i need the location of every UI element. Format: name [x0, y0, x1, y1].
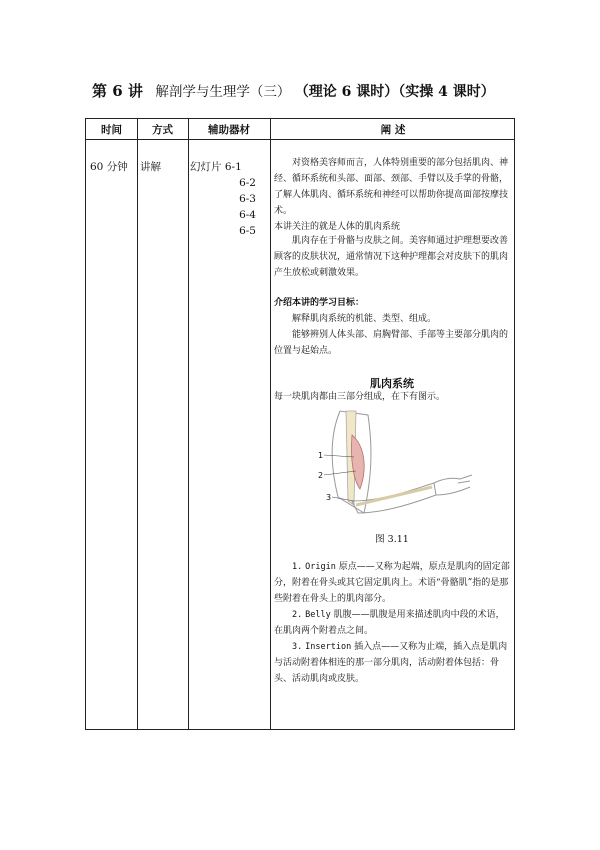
lecture-hours: （理论 6 课时）（实操 4 课时） [294, 84, 495, 100]
slides-list [190, 159, 260, 239]
column-divider [137, 119, 138, 729]
column-divider [270, 119, 271, 729]
slide-item: 6-3 [239, 193, 256, 205]
arm-muscle-figure [324, 405, 474, 525]
item-insertion: 3. Insertion 插入点——又称为止端，插入点是肌肉与活动附着体相连的那一部分肌肉，活动附着体包括：骨头、活动肌肉或皮肤。 [274, 642, 508, 684]
figure-intro: 每一块肌肉都由三部分组成，在下有图示。 [274, 392, 446, 402]
time-value: 60 分钟 [90, 161, 128, 173]
column-divider [188, 119, 189, 729]
header-divider [86, 139, 514, 140]
figure-label-2: 2 [318, 471, 324, 480]
lecture-subject: 解剖学与生理学（三） [155, 84, 291, 100]
slide-item: 幻灯片 6-1 [190, 161, 242, 173]
goal-item: 能够辨别人体头部、肩胸臂部、手部等主要部分肌肉的位置与起始点。 [274, 330, 509, 356]
figure-label-3: 3 [326, 493, 332, 502]
figure-title: 肌肉系统 [370, 377, 414, 390]
muscle-paragraph: 肌肉存在于骨骼与皮肤之间。美容师通过护理想要改善顾客的皮肤状况，通常情况下这种护理都会对皮肤下的肌肉产生放松或刺激效果。 [274, 236, 509, 278]
slide-item: 6-4 [239, 209, 256, 221]
goals-title: 介绍本讲的学习目标： [274, 298, 365, 308]
header-method: 方式 [152, 124, 173, 136]
item-origin: 1. Origin 原点——又称为起端，原点是肌肉的固定部分，附着在骨头或其它固定肌肉上。术语“骨骼肌”指的是那些附着在骨头上的肌肉部分。 [274, 562, 510, 604]
header-description: 阐 述 [380, 124, 406, 136]
lecture-number: 第 6 讲 [92, 82, 143, 100]
lesson-table [85, 118, 515, 730]
figure-label-1: 1 [318, 451, 324, 460]
header-equipment: 辅助器材 [208, 124, 250, 136]
intro-focus: 本讲关注的就是人体的肌肉系统 [274, 222, 401, 232]
slide-item: 6-2 [239, 177, 256, 189]
intro-block [274, 155, 510, 235]
item-belly: 2. Belly 肌腹——肌腹是用来描述肌肉中段的术语，在肌肉两个附着点之间。 [274, 610, 505, 636]
method-value: 讲解 [140, 161, 161, 173]
goal-item: 解释肌肉系统的机能、类型、组成。 [292, 314, 437, 324]
page-heading [92, 80, 495, 101]
header-time: 时间 [101, 124, 122, 136]
figure-caption: 图 3.11 [375, 534, 409, 545]
items-block [274, 559, 510, 687]
goals-block [274, 295, 510, 359]
slide-item: 6-5 [239, 225, 256, 237]
intro-paragraph: 对资格美容师而言，人体特别重要的部分包括肌肉、神经、循环系统和头部、面部、颈部、手臂以及手掌的骨骼，了解人体肌肉、循环系统和神经可以帮助你提高面部按摩技术。 [274, 158, 509, 216]
hand-outline [434, 475, 472, 495]
muscle-paragraph-block [274, 233, 510, 281]
